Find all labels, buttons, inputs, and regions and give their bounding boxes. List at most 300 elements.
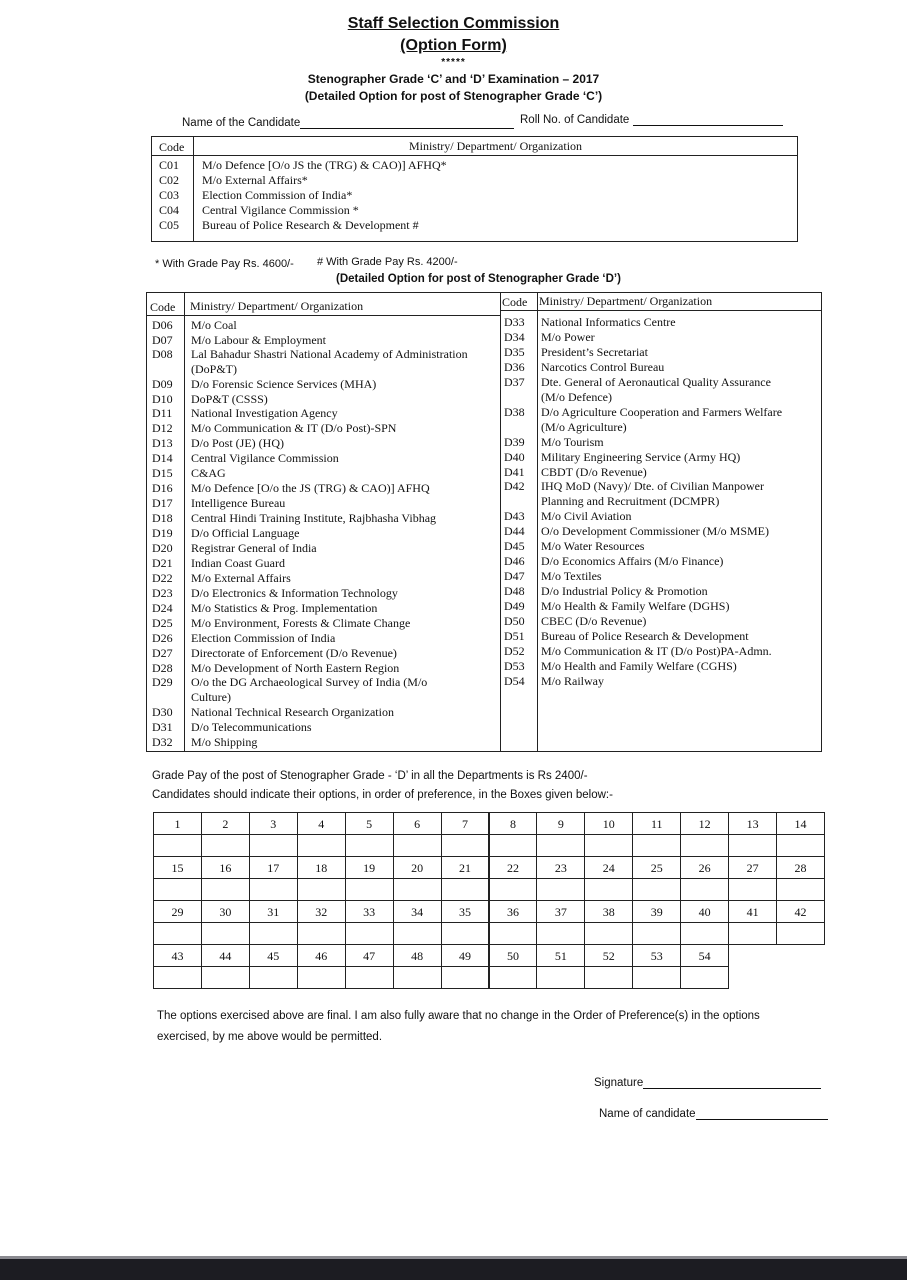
code-cell: D47 [504,569,525,583]
preference-entry-box[interactable] [297,966,346,989]
ministry-cell: M/o Statistics & Prog. Implementation [191,601,378,615]
preference-number-label: 46 [315,949,328,963]
preference-number [201,856,250,879]
code-cell: C05 [159,218,180,232]
ministry-cell: Narcotics Control Bureau [541,360,665,374]
preference-entry-box[interactable] [441,878,490,901]
ministry-cell: M/o Textiles [541,569,602,583]
code-cell: D39 [504,435,525,449]
form-title: Staff Selection Commission [347,15,560,32]
preference-entry-box[interactable] [680,966,729,989]
preference-entry-box[interactable] [441,834,490,857]
preference-entry-box[interactable] [153,878,202,901]
preference-entry-box[interactable] [536,834,585,857]
preference-number [776,812,825,835]
ministry-cell: Central Vigilance Commission * [202,203,359,217]
preference-number-label: 13 [746,817,759,831]
preference-entry-box[interactable] [536,922,585,945]
preference-number [153,812,202,835]
code-cell: D50 [504,614,525,628]
preference-number [153,900,202,923]
form-subtitle: (Option Form) [400,37,507,54]
preference-number [632,900,681,923]
ministry-cell: M/o Environment, Forests & Climate Change [191,616,411,630]
preference-entry-box[interactable] [776,834,825,857]
ministry-cell: D/o Electronics & Information Technology [191,586,398,600]
ministry-cell: M/o Health & Family Welfare (DGHS) [541,599,730,613]
preference-number-label: 26 [698,861,711,875]
code-cell: D46 [504,554,525,568]
preference-number [728,856,777,879]
preference-number [632,944,681,967]
preference-number [249,944,298,967]
preference-entry-box[interactable] [728,834,777,857]
roll-number-label: Roll No. of Candidate [520,114,630,126]
ministry-cell: President’s Secretariat [541,345,648,359]
code-cell: D22 [152,571,173,585]
ministry-cell: CBDT (D/o Revenue) [541,465,647,479]
ministry-cell: National Informatics Centre [541,315,676,329]
preference-entry-box[interactable] [345,878,394,901]
preference-entry-box[interactable] [345,966,394,989]
preference-number [249,900,298,923]
ministry-cell: M/o Communication & IT (D/o Post)-SPN [191,421,397,435]
preference-number [632,812,681,835]
preference-number [776,900,825,923]
preference-entry-box[interactable] [201,966,250,989]
preference-number [728,812,777,835]
code-cell: D43 [504,509,525,523]
preference-number-label: 17 [267,861,280,875]
preference-entry-box[interactable] [489,922,538,945]
preference-entry-box[interactable] [153,966,202,989]
code-cell: D09 [152,377,173,391]
preference-entry-box[interactable] [249,922,298,945]
preference-number [201,944,250,967]
grade-c-code-header: Code [159,140,185,154]
code-cell: D31 [152,720,173,734]
preference-entry-box[interactable] [249,878,298,901]
ministry-cell: D/o Forensic Science Services (MHA) [191,377,377,391]
preference-entry-box[interactable] [249,834,298,857]
preference-number [489,900,538,923]
preference-number-label: 39 [650,905,663,919]
ministry-cell: M/o Civil Aviation [541,509,632,523]
ministry-cell: National Investigation Agency [191,406,338,420]
preference-entry-box[interactable] [201,834,250,857]
preference-entry-box[interactable] [393,878,442,901]
code-cell: D26 [152,631,173,645]
preference-number [680,900,729,923]
preference-number-label: 44 [219,949,232,963]
preference-number-label: 37 [554,905,567,919]
preference-number-label: 54 [698,949,711,963]
preference-number-label: 41 [746,905,759,919]
preference-number-label: 29 [171,905,184,919]
code-cell: D11 [152,406,173,420]
preference-number-label: 30 [219,905,232,919]
preference-number-label: 52 [602,949,615,963]
preference-number-label: 45 [267,949,280,963]
ministry-cell-continued: Planning and Recruitment (DCMPR) [541,494,720,508]
preference-number-label: 48 [411,949,424,963]
preference-entry-box[interactable] [584,878,633,901]
grade-d-table [146,292,822,752]
preference-number-label: 15 [171,861,184,875]
preference-number-label: 12 [698,817,711,831]
preference-number-label: 32 [315,905,328,919]
preference-entry-box[interactable] [345,834,394,857]
declaration-text [157,1006,760,1048]
preference-number [728,900,777,923]
exam-title: Stenographer Grade ‘C’ and ‘D’ Examination – 2017 [307,72,600,86]
ministry-cell: D/o Industrial Policy & Promotion [541,584,708,598]
name-of-candidate-label: Name of candidate [599,1108,696,1120]
preference-entry-box[interactable] [536,966,585,989]
preference-entry-box[interactable] [201,922,250,945]
code-cell: D34 [504,330,525,344]
preference-number-label: 21 [459,861,472,875]
preference-number-label: 22 [506,861,519,875]
preference-number [297,812,346,835]
preference-number-label: 7 [462,817,469,831]
preference-entry-box[interactable] [536,878,585,901]
code-cell: D38 [504,405,525,419]
code-cell: D30 [152,705,173,719]
preference-number [489,944,538,967]
code-cell: D37 [504,375,525,389]
code-cell: D27 [152,646,173,660]
ministry-cell-continued: Culture) [191,690,231,704]
ministry-cell: M/o Health and Family Welfare (CGHS) [541,659,737,673]
preference-number-label: 50 [506,949,519,963]
preference-number [393,900,442,923]
preference-entry-box[interactable] [393,922,442,945]
grade-d-ministry-header-left: Ministry/ Department/ Organization [190,299,364,313]
preference-number-label: 19 [363,861,376,875]
preference-entry-box[interactable] [776,878,825,901]
preference-number [249,856,298,879]
code-cell: D10 [152,392,173,406]
preference-entry-box[interactable] [680,922,729,945]
preference-entry-box[interactable] [776,922,825,945]
preference-number-label: 11 [650,817,663,831]
preference-entry-box[interactable] [297,922,346,945]
preference-number [536,812,585,835]
preference-number [153,944,202,967]
preference-number [297,900,346,923]
preference-number [297,856,346,879]
ministry-cell: D/o Post (JE) (HQ) [191,436,284,450]
signature-label: Signature [594,1077,644,1089]
preference-number [536,900,585,923]
ministry-cell: Directorate of Enforcement (D/o Revenue) [191,646,397,660]
roll-number-field[interactable] [520,113,783,126]
preference-number [393,856,442,879]
preference-number-label: 38 [602,905,615,919]
preference-number [441,900,490,923]
preference-number [489,812,538,835]
declaration-line-2: exercised, by me above would be permitted. [157,1031,383,1043]
ministry-cell: O/o the DG Archaeological Survey of India (M/o [191,675,428,689]
preference-number [536,856,585,879]
preference-number [249,812,298,835]
code-cell: D51 [504,629,525,643]
code-cell: D29 [152,675,173,689]
preference-number [345,944,394,967]
ministry-cell: D/o Telecommunications [191,720,312,734]
code-cell: D06 [152,318,173,332]
code-cell: D19 [152,526,173,540]
ministry-cell: M/o Railway [541,674,604,688]
code-cell: D53 [504,659,525,673]
preference-number-label: 28 [794,861,807,875]
code-cell: D25 [152,616,173,630]
code-cell: D36 [504,360,525,374]
code-cell: D52 [504,644,525,658]
preference-number-label: 33 [363,905,376,919]
preference-number-label: 31 [267,905,280,919]
preference-number [393,944,442,967]
ministry-cell: Registrar General of India [191,541,317,555]
candidate-name-sign-field[interactable] [599,1107,828,1120]
ministry-cell: M/o Tourism [541,435,604,449]
code-cell: D15 [152,466,173,480]
code-cell: D23 [152,586,173,600]
preference-entry-box[interactable] [728,878,777,901]
code-cell: D44 [504,524,525,538]
preference-entry-box[interactable] [632,922,681,945]
preference-entry-box[interactable] [153,834,202,857]
ministry-cell: Central Vigilance Commission [191,451,339,465]
ministry-cell: D/o Economics Affairs (M/o Finance) [541,554,724,568]
ministry-cell: DoP&T (CSSS) [191,392,268,406]
preference-number [153,856,202,879]
ministry-cell: Intelligence Bureau [191,496,286,510]
code-cell: D41 [504,465,525,479]
preference-entry-box[interactable] [345,922,394,945]
grade-d-code-header-left: Code [150,300,176,314]
preference-entry-box[interactable] [584,834,633,857]
ministry-cell: Lal Bahadur Shastri National Academy of Administration [191,347,468,361]
preference-number [584,944,633,967]
ministry-cell: O/o Development Commissioner (M/o MSME) [541,524,769,538]
pay-note-hash: # With Grade Pay Rs. 4200/- [317,256,458,268]
preference-number [632,856,681,879]
code-cell: D42 [504,479,525,493]
preference-number-label: 18 [315,861,328,875]
ministry-cell-continued: (DoP&T) [191,362,237,376]
code-cell: D28 [152,661,173,675]
preference-entry-box[interactable] [680,878,729,901]
grade-d-option-title: (Detailed Option for post of Stenographer Grade ‘D’) [336,273,621,285]
ministry-cell: M/o Defence [O/o JS the (TRG) & CAO)] AFHQ* [202,158,447,172]
preference-entry-box[interactable] [680,834,729,857]
code-cell: D13 [152,436,173,450]
scan-edge-bar [0,1259,907,1280]
ministry-cell: Military Engineering Service (Army HQ) [541,450,741,464]
preference-number-label: 34 [411,905,424,919]
code-cell: D08 [152,347,173,361]
ministry-cell: D/o Agriculture Cooperation and Farmers Welfare [541,405,783,419]
code-cell: D07 [152,333,173,347]
preference-number [536,944,585,967]
preference-number [345,812,394,835]
code-cell: D54 [504,674,525,688]
grade-d-code-header-right: Code [502,295,528,309]
preference-number [345,856,394,879]
ministry-cell: M/o Development of North Eastern Region [191,661,400,675]
ministry-cell: CBEC (D/o Revenue) [541,614,647,628]
preference-entry-box[interactable] [489,878,538,901]
grade-pay-note: Grade Pay of the post of Stenographer Grade - ‘D’ in all the Departments is Rs 2400/- [152,770,588,782]
preference-entry-box[interactable] [441,966,490,989]
preference-entry-box[interactable] [153,922,202,945]
ministry-cell: Central Hindi Training Institute, Rajbhasha Vibhag [191,511,437,525]
preference-entry-box[interactable] [393,834,442,857]
code-cell: D21 [152,556,173,570]
preference-entry-box[interactable] [584,966,633,989]
preference-number-label: 2 [222,817,229,831]
preference-number [776,856,825,879]
code-cell: D33 [504,315,525,329]
ministry-cell: Dte. General of Aeronautical Quality Assurance [541,375,771,389]
code-cell: D20 [152,541,173,555]
preference-entry-box[interactable] [297,878,346,901]
ministry-cell: Election Commission of India* [202,188,353,202]
ministry-cell: Bureau of Police Research & Development [541,629,749,643]
preference-entry-box[interactable] [393,966,442,989]
candidate-name-label: Name of the Candidate [182,117,301,129]
preference-number-label: 3 [270,817,277,831]
code-cell: D24 [152,601,173,615]
preference-number-label: 24 [602,861,615,875]
preference-number [680,812,729,835]
code-cell: C02 [159,173,180,187]
preference-number [441,856,490,879]
code-cell: D49 [504,599,525,613]
preference-entry-box[interactable] [632,878,681,901]
preference-number-label: 35 [459,905,472,919]
grade-c-option-title: (Detailed Option for post of Stenographer Grade ‘C’) [304,89,603,103]
ministry-cell: M/o Defence [O/o the JS (TRG) & CAO)] AFHQ [191,481,430,495]
preference-number [584,812,633,835]
preference-number-label: 25 [650,861,663,875]
preference-number-label: 53 [650,949,663,963]
code-cell: D48 [504,584,525,598]
preference-number [297,944,346,967]
preference-number-label: 5 [366,817,373,831]
preference-number-label: 23 [554,861,567,875]
preference-number [584,856,633,879]
preference-entry-box[interactable] [489,966,538,989]
name-of-candidate-blank[interactable] [696,1107,828,1120]
code-cell: D32 [152,735,173,749]
preference-entry-box[interactable] [201,878,250,901]
preference-number-label: 49 [459,949,472,963]
preference-number-label: 9 [557,817,564,831]
preference-number-label: 36 [506,905,519,919]
preference-number-label: 10 [602,817,615,831]
preference-number [680,856,729,879]
code-cell: D16 [152,481,173,495]
preference-number [201,812,250,835]
preference-number-label: 40 [698,905,711,919]
preference-number-label: 20 [411,861,424,875]
ministry-cell: M/o Labour & Employment [191,333,326,347]
preference-number [441,944,490,967]
ministry-cell: M/o Communication & IT (D/o Post)PA-Admn. [541,644,772,658]
preference-number-label: 8 [509,817,516,831]
ministry-cell: Indian Coast Guard [191,556,285,570]
preference-number [680,944,729,967]
preference-entry-box[interactable] [584,922,633,945]
code-cell: D17 [152,496,173,510]
roll-number-blank[interactable] [633,113,783,126]
pay-note-star: * With Grade Pay Rs. 4600/- [155,258,294,270]
ministry-cell: National Technical Research Organization [191,705,394,719]
code-cell: D40 [504,450,525,464]
code-cell: C04 [159,203,180,217]
preference-number-label: 42 [794,905,807,919]
code-cell: D45 [504,539,525,553]
preference-number-label: 51 [554,949,567,963]
preference-number [584,900,633,923]
ministry-cell: M/o Shipping [191,735,258,749]
code-cell: D14 [152,451,173,465]
candidate-name-field[interactable] [182,116,514,129]
ministry-cell: C&AG [191,466,226,480]
code-cell: D35 [504,345,525,359]
ministry-cell: M/o Coal [191,318,237,332]
signature-field[interactable] [594,1076,821,1089]
ministry-cell-continued: (M/o Agriculture) [541,420,627,434]
preference-entry-box[interactable] [728,922,777,945]
code-cell: D12 [152,421,173,435]
ministry-cell: D/o Official Language [191,526,300,540]
preference-number-label: 27 [746,861,759,875]
preference-entry-box[interactable] [441,922,490,945]
preference-instruction: Candidates should indicate their options, in order of preference, in the Boxes given below:- [152,789,613,801]
grade-d-ministry-header-right: Ministry/ Department/ Organization [539,294,713,308]
preference-number-label: 1 [174,817,181,831]
signature-blank[interactable] [643,1076,821,1089]
preference-number-label: 14 [794,817,807,831]
candidate-name-blank[interactable] [300,116,514,129]
ministry-cell: M/o External Affairs [191,571,291,585]
preference-entry-box[interactable] [297,834,346,857]
declaration-line-1: The options exercised above are final. I am also fully aware that no change in the Order of Preference(s) in the options [157,1010,760,1022]
preference-entry-box[interactable] [489,834,538,857]
preference-entry-box[interactable] [632,966,681,989]
grade-c-ministry-header: Ministry/ Department/ Organization [408,139,583,153]
preference-number [201,900,250,923]
preference-entry-box[interactable] [249,966,298,989]
preference-number-label: 16 [219,861,232,875]
ministry-cell: M/o Water Resources [541,539,645,553]
preference-number-label: 6 [414,817,421,831]
stars-divider: ***** [441,57,466,68]
preference-number-label: 4 [318,817,325,831]
preference-entry-box[interactable] [632,834,681,857]
ministry-cell-continued: (M/o Defence) [541,390,612,404]
ministry-cell: M/o External Affairs* [202,173,308,187]
preference-number-label: 43 [171,949,184,963]
grade-c-table [151,136,798,242]
preference-number [345,900,394,923]
ministry-cell: Bureau of Police Research & Development # [202,218,419,232]
code-cell: C03 [159,188,180,202]
